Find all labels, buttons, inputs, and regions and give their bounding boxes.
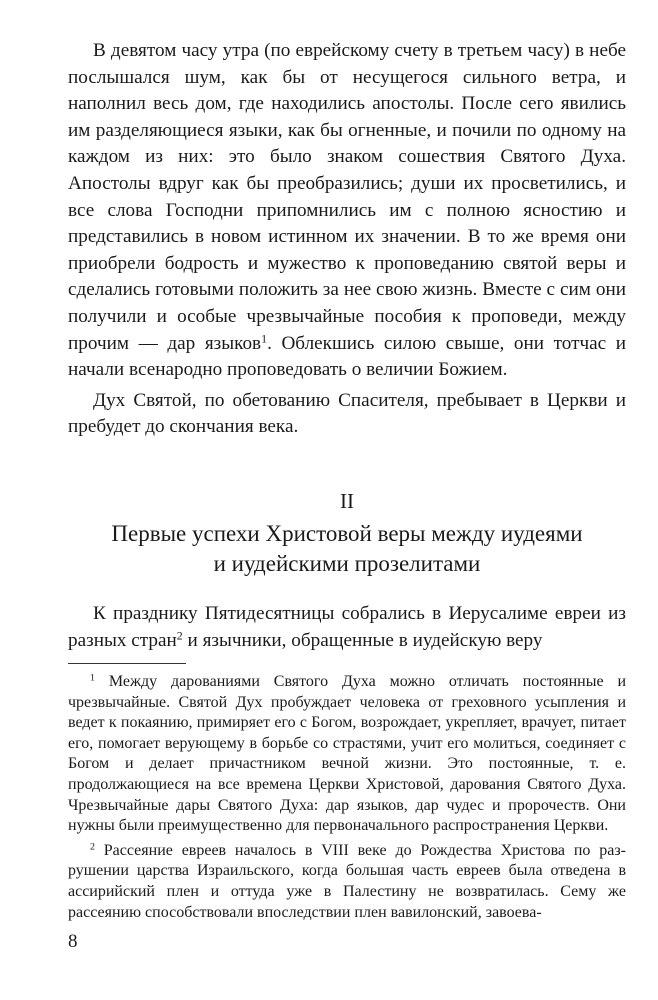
body-paragraph-3 xyxy=(68,601,626,654)
footnote-1 xyxy=(68,672,626,837)
chapter-title-line-2: и иудейскими прозелитами xyxy=(213,550,481,576)
footnote-ref-2[interactable]: 2 xyxy=(176,627,183,642)
footnote-2 xyxy=(68,841,626,923)
chapter-title-line-1: Первые успехи Христовой веры между иудеями xyxy=(111,520,583,546)
book-page xyxy=(68,30,626,980)
paragraph-3-text-b: и язычники, обращенные в иудейскую веру xyxy=(182,629,543,651)
body-paragraph-1 xyxy=(68,38,626,384)
footnote-1-text: Между дарованиями Святого Духа можно отличать постоянные и чрезвычайные. Святой Дух пробуждает человека от греховного усыпления и ведет к покаянию, примиряет его с Богом, возрождает, укрепляет, врачует, питает его, помогает верующему в борьбе со страстями, учит его молиться, соединяет с Богом и делает причастником вечной жизни. Это постоянные, т. е. продолжающиеся на все времена Церкви Христовой, дарования Святого Духа. Чрезвычайные дары Святого Духа: дар языков, дар чудес и пророчеств. Они нужны были преимущественно для первоначального распространения Церкви. xyxy=(68,673,627,835)
footnote-mark-2: 2 xyxy=(90,841,95,853)
chapter-heading xyxy=(68,487,626,579)
paragraph-2-text: Дух Святой, по обетованию Спасителя, пребывает в Церкви и пребудет до скончания века. xyxy=(68,389,626,438)
chapter-number: II xyxy=(340,488,354,513)
footnote-ref-1[interactable]: 1 xyxy=(261,330,268,345)
paragraph-1-text-a: В девятом часу утра (по еврейскому счету в третьем часу) в небе послышался шум, как бы от несущегося сильного ветра, и наполнил весь дом, где находились апостолы. После сего явились им разделяющиеся языки, как бы огненные, и почили по одному на каждом из них: это было знаком сошествия Святого Духа. Апостолы вдруг как бы преобразились; души их просветились, и все слова Господни припомнились им с полною ясностию и представились в новом истинном их значении. В то же время они приобрели бодрость и мужество к проповеданию святой веры и сделались готовыми положить за нее свою жизнь. Вместе с сим они получили и особые чрезвычайные пособия к проповеди, между прочим — дар языков xyxy=(68,40,626,354)
paragraph-3-text-a: К празднику Пятидесятницы собрались в Иерусалиме евреи из разных стран xyxy=(68,602,626,651)
chapter-title xyxy=(68,519,626,579)
footnote-mark-1: 1 xyxy=(90,672,95,684)
footnote-2-text: Рассеяние евреев началось в VIII веке до Рождества Христова по разрушении царства Израильского, когда большая часть евреев была отведена в ассирийский плен и оттуда уже в Палестину не возвратилась. Сему же рассеянию способствовали впоследствии плен вавилонский, завоева- xyxy=(68,841,626,921)
footnote-separator xyxy=(68,663,186,664)
paragraph-1-text-b: . Облекшись силою свыше, они тотчас и начали всенародно проповедовать о величии Божием. xyxy=(68,332,626,381)
body-paragraph-2 xyxy=(68,388,626,441)
page-number: 8 xyxy=(68,931,78,952)
